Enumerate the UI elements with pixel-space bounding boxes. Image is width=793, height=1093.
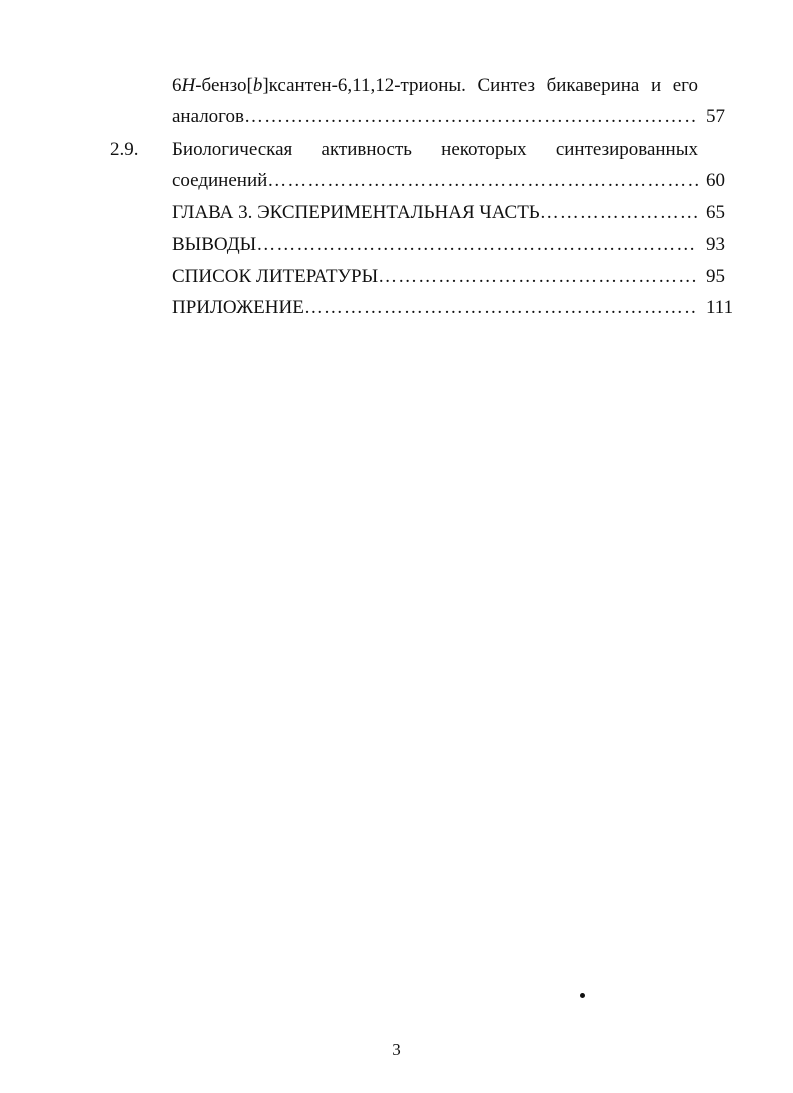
leader-dots xyxy=(256,234,698,256)
page-number: 3 xyxy=(392,1040,401,1059)
toc-entry-label: ВЫВОДЫ xyxy=(172,234,257,255)
title-word: Биологическая xyxy=(172,139,293,160)
toc-page-number: 111 xyxy=(706,297,734,318)
toc-page-number: 95 xyxy=(706,266,725,287)
title-word: синтезированных xyxy=(555,139,698,160)
toc-entry-label: ГЛАВА 3. ЭКСПЕРИМЕНТАЛЬНАЯ ЧАСТЬ xyxy=(172,202,540,223)
title-word: некоторых xyxy=(441,139,527,160)
title-fragment: ]ксантен-6,11,12-трионы. xyxy=(262,75,466,96)
leader-dots xyxy=(540,202,698,224)
toc-entry-2-8-line1 xyxy=(172,75,698,97)
toc-entry-chapter-3[interactable] xyxy=(172,202,698,224)
title-word: его xyxy=(672,75,698,96)
title-fragment-italic: b xyxy=(252,75,263,96)
title-fragment-italic: H xyxy=(181,75,196,96)
leader-dots xyxy=(304,297,698,319)
toc-entry-conclusions[interactable] xyxy=(172,234,698,256)
toc-entry-label: ПРИЛОЖЕНИЕ xyxy=(172,297,304,318)
title-word: активность xyxy=(321,139,412,160)
title-fragment: 6 xyxy=(172,75,182,96)
leader-dots xyxy=(378,266,698,288)
title-word: бикаверина xyxy=(546,75,640,96)
toc-entry-references[interactable] xyxy=(172,266,698,288)
toc-entry-label: аналогов xyxy=(172,106,244,127)
toc-entry-2-9-line2[interactable] xyxy=(172,170,698,192)
toc-page-number: 93 xyxy=(706,234,725,255)
toc-entry-label: соединений xyxy=(172,170,268,191)
title-fragment: -бензо[ xyxy=(195,75,253,96)
toc-entry-2-9-line1 xyxy=(172,139,698,161)
title-word: и xyxy=(650,75,662,96)
toc-page-number: 60 xyxy=(706,170,725,191)
title-word: Синтез xyxy=(477,75,535,96)
toc-page-number: 65 xyxy=(706,202,725,223)
section-number: 2.9. xyxy=(110,139,139,160)
scan-speck xyxy=(580,993,585,998)
toc-entry-label: СПИСОК ЛИТЕРАТУРЫ xyxy=(172,266,379,287)
leader-dots xyxy=(267,170,698,192)
toc-page-number: 57 xyxy=(706,106,725,127)
leader-dots xyxy=(244,106,698,128)
toc-entry-2-8-line2[interactable] xyxy=(172,106,698,128)
toc-entry-appendix[interactable] xyxy=(172,297,698,319)
